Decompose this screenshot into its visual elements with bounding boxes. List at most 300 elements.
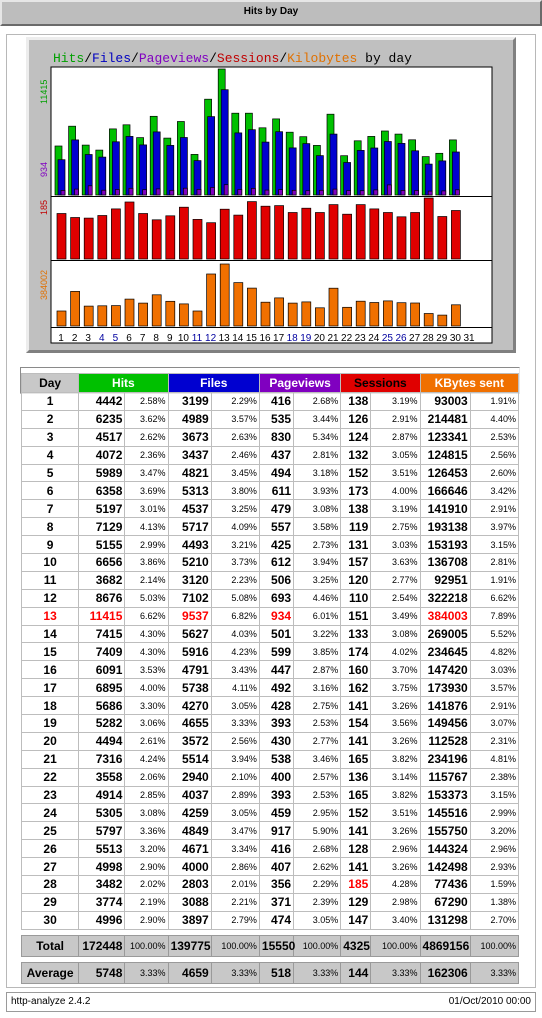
- kilobytes-bar: [220, 264, 229, 326]
- kbytes-percent: 2.91%: [470, 500, 518, 518]
- day-cell: 28: [22, 876, 79, 894]
- pageviews-value: 479: [259, 500, 293, 518]
- chart-title-part: Sessions: [216, 51, 280, 66]
- kbytes-percent: 100.00%: [470, 935, 518, 956]
- files-percent: 4.11%: [211, 679, 259, 697]
- files-value: 3673: [168, 428, 211, 446]
- x-tick-label: 31: [463, 333, 475, 344]
- pageviews-value: 447: [259, 661, 293, 679]
- sessions-value: 126: [341, 410, 371, 428]
- files-bar: [180, 138, 187, 196]
- hits-value: 8676: [79, 589, 125, 607]
- column-header: Sessions: [341, 374, 420, 393]
- sessions-bar: [57, 214, 66, 260]
- x-tick-label: 28: [422, 333, 434, 344]
- files-value: 5210: [168, 554, 211, 572]
- files-percent: 2.89%: [211, 786, 259, 804]
- sessions-bar: [275, 206, 284, 259]
- x-tick-label: 29: [436, 333, 448, 344]
- files-value: 4037: [168, 786, 211, 804]
- hits-value: 172448: [79, 935, 125, 956]
- pageviews-percent: 3.85%: [294, 643, 341, 661]
- day-cell: 8: [22, 518, 79, 536]
- pageviews-value: 437: [259, 446, 293, 464]
- files-percent: 3.05%: [211, 804, 259, 822]
- files-bar: [398, 143, 405, 195]
- x-tick-label: 5: [112, 333, 119, 344]
- kilobytes-bar: [57, 311, 66, 326]
- table-row: [22, 518, 519, 536]
- kbytes-value: 144324: [420, 840, 470, 858]
- pageviews-bar: [251, 188, 255, 195]
- day-cell: 19: [22, 715, 79, 733]
- pageviews-bar: [360, 191, 364, 195]
- kbytes-value: 153193: [420, 536, 470, 554]
- table-row: [22, 482, 519, 500]
- sessions-percent: 3.14%: [371, 768, 420, 786]
- files-value: 139775: [168, 935, 211, 956]
- hits-percent: 2.36%: [125, 446, 168, 464]
- pageviews-percent: 3.93%: [294, 482, 341, 500]
- x-tick-label: 23: [354, 333, 366, 344]
- kbytes-value: 4869156: [420, 935, 470, 956]
- files-value: 4493: [168, 536, 211, 554]
- kbytes-value: 115767: [420, 768, 470, 786]
- hits-value: 6091: [79, 661, 125, 679]
- hits-value: 4517: [79, 428, 125, 446]
- pageviews-percent: 5.90%: [294, 822, 341, 840]
- files-percent: 3.57%: [211, 410, 259, 428]
- hits-percent: 3.86%: [125, 554, 168, 572]
- kbytes-value: 269005: [420, 625, 470, 643]
- kbytes-percent: 2.81%: [470, 554, 518, 572]
- table-row: [22, 589, 519, 607]
- pageviews-percent: 5.34%: [294, 428, 341, 446]
- files-value: 3120: [168, 571, 211, 589]
- kbytes-percent: 4.81%: [470, 750, 518, 768]
- kbytes-value: 142498: [420, 858, 470, 876]
- pageviews-percent: 2.62%: [294, 858, 341, 876]
- files-bar: [167, 145, 174, 195]
- pageviews-value: 459: [259, 804, 293, 822]
- pageviews-bar: [75, 189, 79, 195]
- files-bar: [248, 130, 255, 195]
- sessions-percent: 2.77%: [371, 571, 420, 589]
- pageviews-bar: [279, 190, 283, 195]
- kbytes-value: 145516: [420, 804, 470, 822]
- day-cell: 25: [22, 822, 79, 840]
- sessions-value: 147: [341, 911, 371, 929]
- sessions-percent: 3.03%: [371, 536, 420, 554]
- hits-by-day-table: [21, 373, 519, 984]
- kbytes-value: 93003: [420, 393, 470, 411]
- sessions-percent: 3.05%: [371, 446, 420, 464]
- pageviews-bar: [183, 188, 187, 195]
- hits-value: 6895: [79, 679, 125, 697]
- kbytes-value: 193138: [420, 518, 470, 536]
- sessions-value: 173: [341, 482, 371, 500]
- files-value: 5514: [168, 750, 211, 768]
- files-bar: [276, 132, 283, 195]
- files-bar: [289, 148, 296, 195]
- hits-percent: 3.20%: [125, 840, 168, 858]
- sessions-value: 185: [341, 876, 371, 894]
- sessions-percent: 2.75%: [371, 518, 420, 536]
- pageviews-percent: 2.57%: [294, 768, 341, 786]
- hits-value: 5513: [79, 840, 125, 858]
- sessions-value: 141: [341, 822, 371, 840]
- sessions-value: 154: [341, 715, 371, 733]
- day-cell: 3: [22, 428, 79, 446]
- table-row: [22, 661, 519, 679]
- sessions-bar: [111, 209, 120, 259]
- pageviews-bar: [415, 191, 419, 196]
- kbytes-percent: 3.42%: [470, 482, 518, 500]
- kbytes-percent: 4.40%: [470, 410, 518, 428]
- kilobytes-bar: [98, 306, 107, 326]
- pageviews-value: 425: [259, 536, 293, 554]
- hits-value: 11415: [79, 607, 125, 625]
- x-tick-label: 30: [449, 333, 461, 344]
- pageviews-percent: 2.75%: [294, 697, 341, 715]
- files-bar: [72, 140, 79, 195]
- files-percent: 4.03%: [211, 625, 259, 643]
- sessions-value: 131: [341, 536, 371, 554]
- files-percent: 100.00%: [211, 935, 259, 956]
- table-row: [22, 911, 519, 929]
- chart-title-part: Hits: [53, 51, 85, 66]
- table-row: [22, 732, 519, 750]
- files-bar: [58, 160, 65, 195]
- pageviews-percent: 2.68%: [294, 840, 341, 858]
- hits-value: 7129: [79, 518, 125, 536]
- sessions-percent: 100.00%: [371, 935, 420, 956]
- kbytes-value: 155750: [420, 822, 470, 840]
- kbytes-percent: 3.57%: [470, 679, 518, 697]
- sessions-value: 151: [341, 607, 371, 625]
- pageviews-percent: 2.73%: [294, 536, 341, 554]
- files-bar: [140, 145, 147, 195]
- files-bar: [221, 90, 228, 195]
- files-percent: 3.80%: [211, 482, 259, 500]
- sessions-bar: [451, 211, 460, 260]
- table-row: [22, 607, 519, 625]
- kbytes-percent: 3.15%: [470, 786, 518, 804]
- files-bar: [153, 132, 160, 195]
- status-timestamp: 01/Oct/2010 00:00: [448, 996, 531, 1007]
- pageviews-bar: [88, 186, 92, 195]
- sessions-percent: 2.98%: [371, 893, 420, 911]
- kilobytes-bar: [329, 288, 338, 326]
- kbytes-value: 214481: [420, 410, 470, 428]
- chart-panel: [26, 37, 516, 353]
- pageviews-bar: [102, 190, 106, 195]
- hits-value: 4996: [79, 911, 125, 929]
- sessions-bar: [179, 207, 188, 259]
- x-tick-label: 3: [85, 333, 91, 344]
- x-tick-label: 4: [99, 333, 105, 344]
- pageviews-bar: [197, 189, 201, 195]
- hits-percent: 5.03%: [125, 589, 168, 607]
- y-label-sessions-max: 185: [39, 199, 49, 215]
- sessions-value: 141: [341, 732, 371, 750]
- pageviews-value: 934: [259, 607, 293, 625]
- kilobytes-bar: [275, 298, 284, 326]
- kbytes-value: 141876: [420, 697, 470, 715]
- summary-label: Average: [22, 962, 79, 983]
- x-tick-label: 9: [167, 333, 173, 344]
- x-tick-label: 26: [395, 333, 407, 344]
- files-bar: [262, 142, 269, 195]
- x-tick-label: 20: [313, 333, 325, 344]
- sessions-percent: 3.63%: [371, 554, 420, 572]
- sessions-bar: [125, 202, 134, 259]
- status-bar: [6, 992, 536, 1012]
- hits-percent: 2.19%: [125, 893, 168, 911]
- kbytes-value: 173930: [420, 679, 470, 697]
- hits-percent: 4.30%: [125, 625, 168, 643]
- sessions-percent: 2.91%: [371, 410, 420, 428]
- status-version: http-analyze 2.4.2: [11, 996, 91, 1007]
- hits-percent: 4.00%: [125, 679, 168, 697]
- files-value: 4659: [168, 962, 211, 983]
- hits-value: 5686: [79, 697, 125, 715]
- sessions-bar: [329, 205, 338, 259]
- kilobytes-bar: [343, 307, 352, 326]
- hits-value: 3774: [79, 893, 125, 911]
- files-percent: 4.09%: [211, 518, 259, 536]
- hits-value: 5197: [79, 500, 125, 518]
- window-title: Hits by Day: [243, 6, 299, 17]
- files-percent: 4.23%: [211, 643, 259, 661]
- sessions-percent: 2.54%: [371, 589, 420, 607]
- sessions-percent: 3.82%: [371, 750, 420, 768]
- pageviews-percent: 3.46%: [294, 750, 341, 768]
- day-cell: 9: [22, 536, 79, 554]
- pageviews-percent: 2.39%: [294, 893, 341, 911]
- pageviews-value: 428: [259, 697, 293, 715]
- table-row: [22, 554, 519, 572]
- kbytes-percent: 2.96%: [470, 840, 518, 858]
- day-cell: 29: [22, 893, 79, 911]
- hits-value: 5155: [79, 536, 125, 554]
- files-bar: [235, 133, 242, 195]
- sessions-bar: [98, 216, 107, 260]
- pageviews-percent: 100.00%: [294, 935, 341, 956]
- day-cell: 1: [22, 393, 79, 411]
- pageviews-value: 535: [259, 410, 293, 428]
- day-cell: 30: [22, 911, 79, 929]
- pageviews-percent: 3.58%: [294, 518, 341, 536]
- files-value: 5717: [168, 518, 211, 536]
- files-value: 3088: [168, 893, 211, 911]
- sessions-value: 4325: [341, 935, 371, 956]
- sessions-percent: 3.56%: [371, 715, 420, 733]
- pageviews-percent: 2.77%: [294, 732, 341, 750]
- table-row: [22, 446, 519, 464]
- sessions-percent: 3.51%: [371, 464, 420, 482]
- files-value: 9537: [168, 607, 211, 625]
- kbytes-value: 141910: [420, 500, 470, 518]
- sessions-percent: 3.26%: [371, 822, 420, 840]
- files-bar: [344, 163, 351, 196]
- table-row: [22, 536, 519, 554]
- y-label-hits-max: 11415: [39, 79, 49, 104]
- sessions-value: 160: [341, 661, 371, 679]
- y-label-pageviews-max: 934: [39, 161, 49, 177]
- kbytes-value: 67290: [420, 893, 470, 911]
- sessions-value: 141: [341, 858, 371, 876]
- x-tick-label: 8: [153, 333, 159, 344]
- sessions-percent: 4.00%: [371, 482, 420, 500]
- pageviews-bar: [292, 190, 296, 195]
- table-row: [22, 858, 519, 876]
- pageviews-bar: [211, 187, 215, 195]
- files-value: 4537: [168, 500, 211, 518]
- pageviews-percent: 2.53%: [294, 715, 341, 733]
- kbytes-value: 147420: [420, 661, 470, 679]
- chart-title-part: Files: [92, 51, 132, 66]
- pageviews-percent: 2.29%: [294, 876, 341, 894]
- sessions-value: 152: [341, 804, 371, 822]
- pageviews-bar: [442, 191, 446, 195]
- pageviews-percent: 6.01%: [294, 607, 341, 625]
- files-value: 4000: [168, 858, 211, 876]
- sessions-value: 133: [341, 625, 371, 643]
- kbytes-percent: 2.93%: [470, 858, 518, 876]
- x-tick-label: 22: [341, 333, 353, 344]
- kilobytes-bar: [247, 288, 256, 326]
- kilobytes-bar: [370, 303, 379, 327]
- table-row: [22, 750, 519, 768]
- sessions-bar: [220, 209, 229, 259]
- hits-percent: 3.36%: [125, 822, 168, 840]
- kbytes-value: 234196: [420, 750, 470, 768]
- kilobytes-bar: [193, 311, 202, 326]
- pageviews-percent: 2.53%: [294, 786, 341, 804]
- day-cell: 2: [22, 410, 79, 428]
- sessions-percent: 3.51%: [371, 804, 420, 822]
- hits-value: 5989: [79, 464, 125, 482]
- sessions-bar: [166, 216, 175, 259]
- sessions-bar: [424, 198, 433, 259]
- files-value: 4259: [168, 804, 211, 822]
- kbytes-percent: 1.91%: [470, 571, 518, 589]
- pageviews-bar: [143, 190, 147, 195]
- kbytes-value: 123341: [420, 428, 470, 446]
- files-bar: [425, 164, 432, 195]
- files-percent: 2.29%: [211, 393, 259, 411]
- sessions-value: 162: [341, 679, 371, 697]
- x-tick-label: 2: [71, 333, 78, 344]
- sessions-bar: [438, 217, 447, 260]
- sessions-bar: [397, 217, 406, 259]
- files-percent: 3.33%: [211, 962, 259, 983]
- pageviews-percent: 3.05%: [294, 911, 341, 929]
- pageviews-percent: 4.46%: [294, 589, 341, 607]
- table-row: [22, 893, 519, 911]
- column-header: KBytes sent: [420, 374, 518, 393]
- hits-percent: 4.24%: [125, 750, 168, 768]
- sessions-bar: [370, 209, 379, 259]
- hits-percent: 2.61%: [125, 732, 168, 750]
- hits-value: 5282: [79, 715, 125, 733]
- day-cell: 17: [22, 679, 79, 697]
- kbytes-percent: 5.52%: [470, 625, 518, 643]
- sessions-bar: [315, 213, 324, 260]
- summary-label: Total: [22, 935, 79, 956]
- sessions-value: 144: [341, 962, 371, 983]
- sessions-bar: [302, 208, 311, 259]
- files-percent: 3.25%: [211, 500, 259, 518]
- pageviews-bar: [61, 190, 65, 195]
- kilobytes-bar: [315, 308, 324, 326]
- kbytes-value: 162306: [420, 962, 470, 983]
- table-row: [22, 500, 519, 518]
- pageviews-value: 599: [259, 643, 293, 661]
- chart-title-part: /: [131, 51, 139, 66]
- kbytes-percent: 3.15%: [470, 536, 518, 554]
- sessions-bar: [411, 213, 420, 260]
- hits-value: 6358: [79, 482, 125, 500]
- pageviews-percent: 2.87%: [294, 661, 341, 679]
- pageviews-bar: [387, 185, 391, 195]
- hits-value: 3682: [79, 571, 125, 589]
- files-value: 2803: [168, 876, 211, 894]
- chart-title-part: Pageviews: [138, 51, 210, 66]
- pageviews-bar: [238, 190, 242, 196]
- pageviews-percent: 3.16%: [294, 679, 341, 697]
- x-tick-label: 15: [245, 333, 257, 344]
- kilobytes-bar: [383, 301, 392, 326]
- files-percent: 3.47%: [211, 822, 259, 840]
- hits-percent: 3.69%: [125, 482, 168, 500]
- chart-title: [53, 51, 412, 66]
- kbytes-value: 153373: [420, 786, 470, 804]
- kilobytes-bar: [261, 302, 270, 326]
- hits-percent: 3.06%: [125, 715, 168, 733]
- pageviews-percent: 3.18%: [294, 464, 341, 482]
- pageviews-percent: 2.68%: [294, 393, 341, 411]
- x-tick-label: 13: [218, 333, 230, 344]
- files-value: 3897: [168, 911, 211, 929]
- table-row: [22, 428, 519, 446]
- kbytes-percent: 2.60%: [470, 464, 518, 482]
- hits-percent: 2.14%: [125, 571, 168, 589]
- table-row: [22, 840, 519, 858]
- sessions-bar: [139, 214, 148, 260]
- pageviews-value: 430: [259, 732, 293, 750]
- column-header: Files: [168, 374, 259, 393]
- pageviews-value: 693: [259, 589, 293, 607]
- kbytes-value: 149456: [420, 715, 470, 733]
- table-header-row: [22, 374, 519, 393]
- kbytes-value: 384003: [420, 607, 470, 625]
- x-tick-label: 14: [232, 333, 244, 344]
- pageviews-value: 506: [259, 571, 293, 589]
- sessions-value: 120: [341, 571, 371, 589]
- sessions-value: 124: [341, 428, 371, 446]
- files-value: 7102: [168, 589, 211, 607]
- pageviews-value: 416: [259, 393, 293, 411]
- column-header: Hits: [79, 374, 168, 393]
- table-row: [22, 393, 519, 411]
- chart-title-part: /: [209, 51, 217, 66]
- files-percent: 3.73%: [211, 554, 259, 572]
- files-bar: [439, 161, 446, 195]
- kbytes-percent: 2.53%: [470, 428, 518, 446]
- files-bar: [99, 157, 106, 195]
